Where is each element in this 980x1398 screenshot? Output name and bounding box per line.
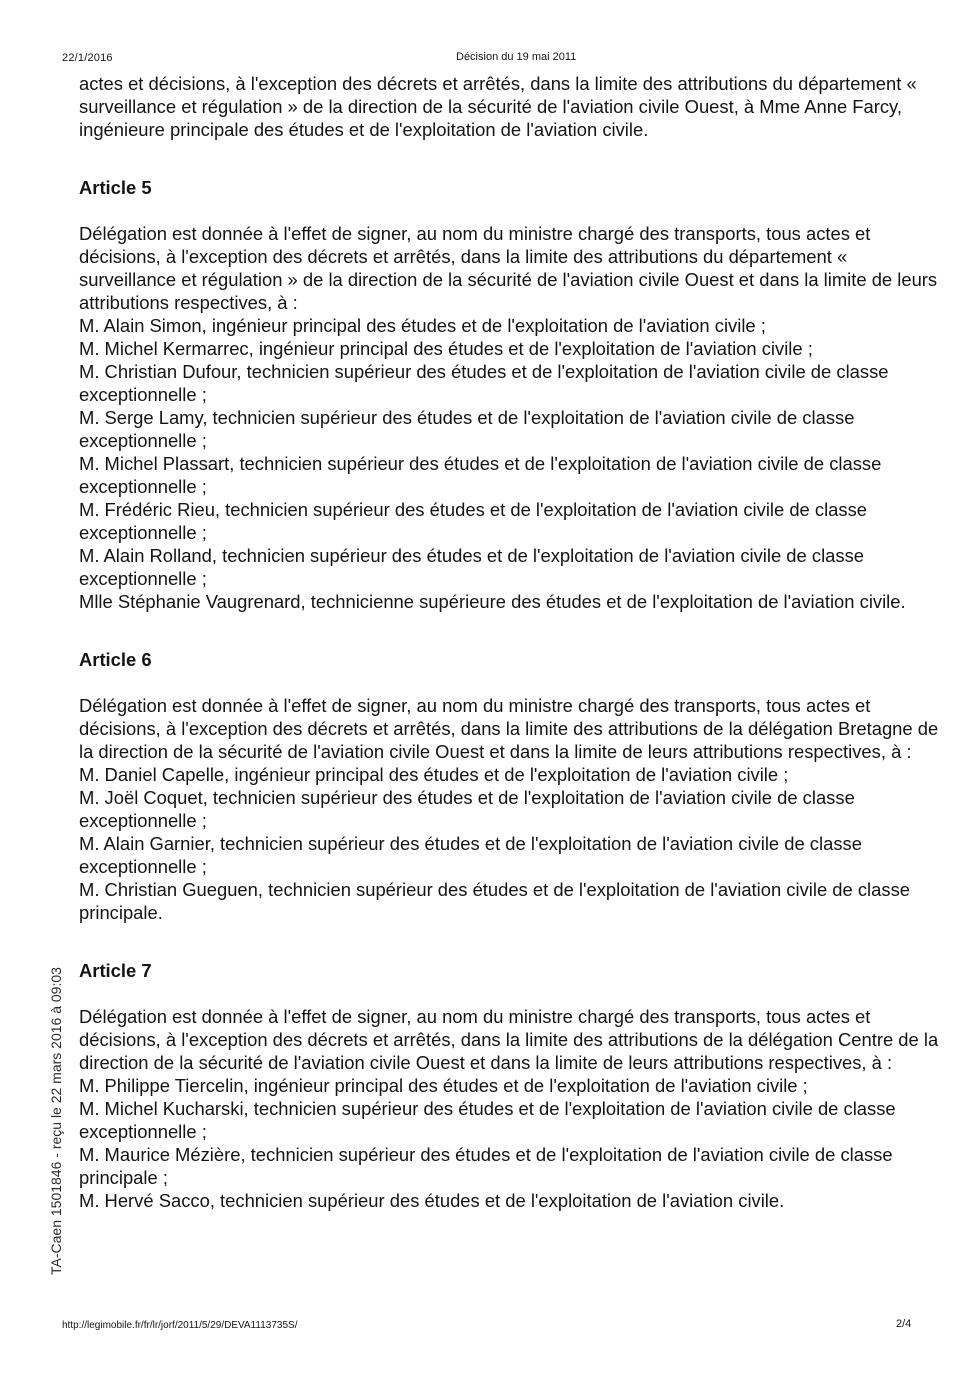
intro-paragraph: actes et décisions, à l'exception des décrets et arrêtés, dans la limite des attributions du département « surveillance et régulation » de la direction de la sécurité de l'aviation civile Ouest, à Mme Anne Farcy, ingénieure principale des études et de l'exploitation de l'aviation civile. [79,73,917,140]
page-number: 2/4 [896,1318,912,1330]
article-lead: Délégation est donnée à l'effet de signer, au nom du ministre chargé des transports, tous actes et décisions, à l'exception des décrets et arrêtés, dans la limite des attributions du département « surveillance et régulation » de la direction de la sécurité de l'aviation civile Ouest et dans la limite de leurs attributions respectives, à : [79,223,938,313]
delegate-item: M. Alain Simon, ingénieur principal des études et de l'exploitation de l'aviation civile ; [79,315,766,336]
delegate-item: M. Christian Gueguen, technicien supérieur des études et de l'exploitation de l'aviation civile de classe principale. [79,879,910,923]
delegate-item: M. Hervé Sacco, technicien supérieur des études et de l'exploitation de l'aviation civile. [79,1190,785,1211]
delegate-item: M. Alain Garnier, technicien supérieur des études et de l'exploitation de l'aviation civile de classe exceptionnelle ; [79,833,862,877]
delegate-item: M. Daniel Capelle, ingénieur principal des études et de l'exploitation de l'aviation civile ; [79,764,789,785]
article-lead: Délégation est donnée à l'effet de signer, au nom du ministre chargé des transports, tous actes et décisions, à l'exception des décrets et arrêtés, dans la limite des attributions de la délégation Centre de la direction de la sécurité de l'aviation civile Ouest et dans la limite de leurs attributions respectives, à : [79,1006,939,1073]
page-header-date: 22/1/2016 [62,52,113,64]
delegate-item: Mlle Stéphanie Vaugrenard, technicienne supérieure des études et de l'exploitation de l'aviation civile. [79,591,906,612]
delegate-item: M. Joël Coquet, technicien supérieur des études et de l'exploitation de l'aviation civile de classe exceptionnelle ; [79,787,855,831]
article-title: Article 6 [79,649,152,670]
delegate-item: M. Michel Plassart, technicien supérieur des études et de l'exploitation de l'aviation civile de classe exceptionnelle ; [79,453,882,497]
delegate-item: M. Maurice Mézière, technicien supérieur des études et de l'exploitation de l'aviation civile de classe principale ; [79,1144,893,1188]
delegate-item: M. Michel Kermarrec, ingénieur principal des études et de l'exploitation de l'aviation civile ; [79,338,813,359]
delegate-item: M. Christian Dufour, technicien supérieur des études et de l'exploitation de l'aviation civile de classe exceptionnelle ; [79,361,889,405]
delegate-item: M. Serge Lamy, technicien supérieur des études et de l'exploitation de l'aviation civile de classe exceptionnelle ; [79,407,855,451]
article-lead: Délégation est donnée à l'effet de signer, au nom du ministre chargé des transports, tous actes et décisions, à l'exception des décrets et arrêtés, dans la limite des attributions de la délégation Bretagne de la direction de la sécurité de l'aviation civile Ouest et dans la limite de leurs attributions respectives, à : [79,695,939,762]
delegate-item: M. Alain Rolland, technicien supérieur des études et de l'exploitation de l'aviation civile de classe exceptionnelle ; [79,545,864,589]
reception-stamp: TA-Caen 1501846 - reçu le 22 mars 2016 à 09:03 [48,967,64,1275]
delegate-item: M. Michel Kucharski, technicien supérieur des études et de l'exploitation de l'aviation civile de classe exceptionnelle ; [79,1098,896,1142]
article-title: Article 7 [79,960,152,981]
delegate-item: M. Frédéric Rieu, technicien supérieur des études et de l'exploitation de l'aviation civile de classe exceptionnelle ; [79,499,868,543]
article-title: Article 5 [79,177,152,198]
page-header-title: Décision du 19 mai 2011 [456,51,577,63]
document-body [79,72,939,1212]
delegate-item: M. Philippe Tiercelin, ingénieur principal des études et de l'exploitation de l'aviation civile ; [79,1075,808,1096]
footer-url: http://legimobile.fr/fr/lr/jorf/2011/5/29/DEVA1113735S/ [62,1320,298,1331]
